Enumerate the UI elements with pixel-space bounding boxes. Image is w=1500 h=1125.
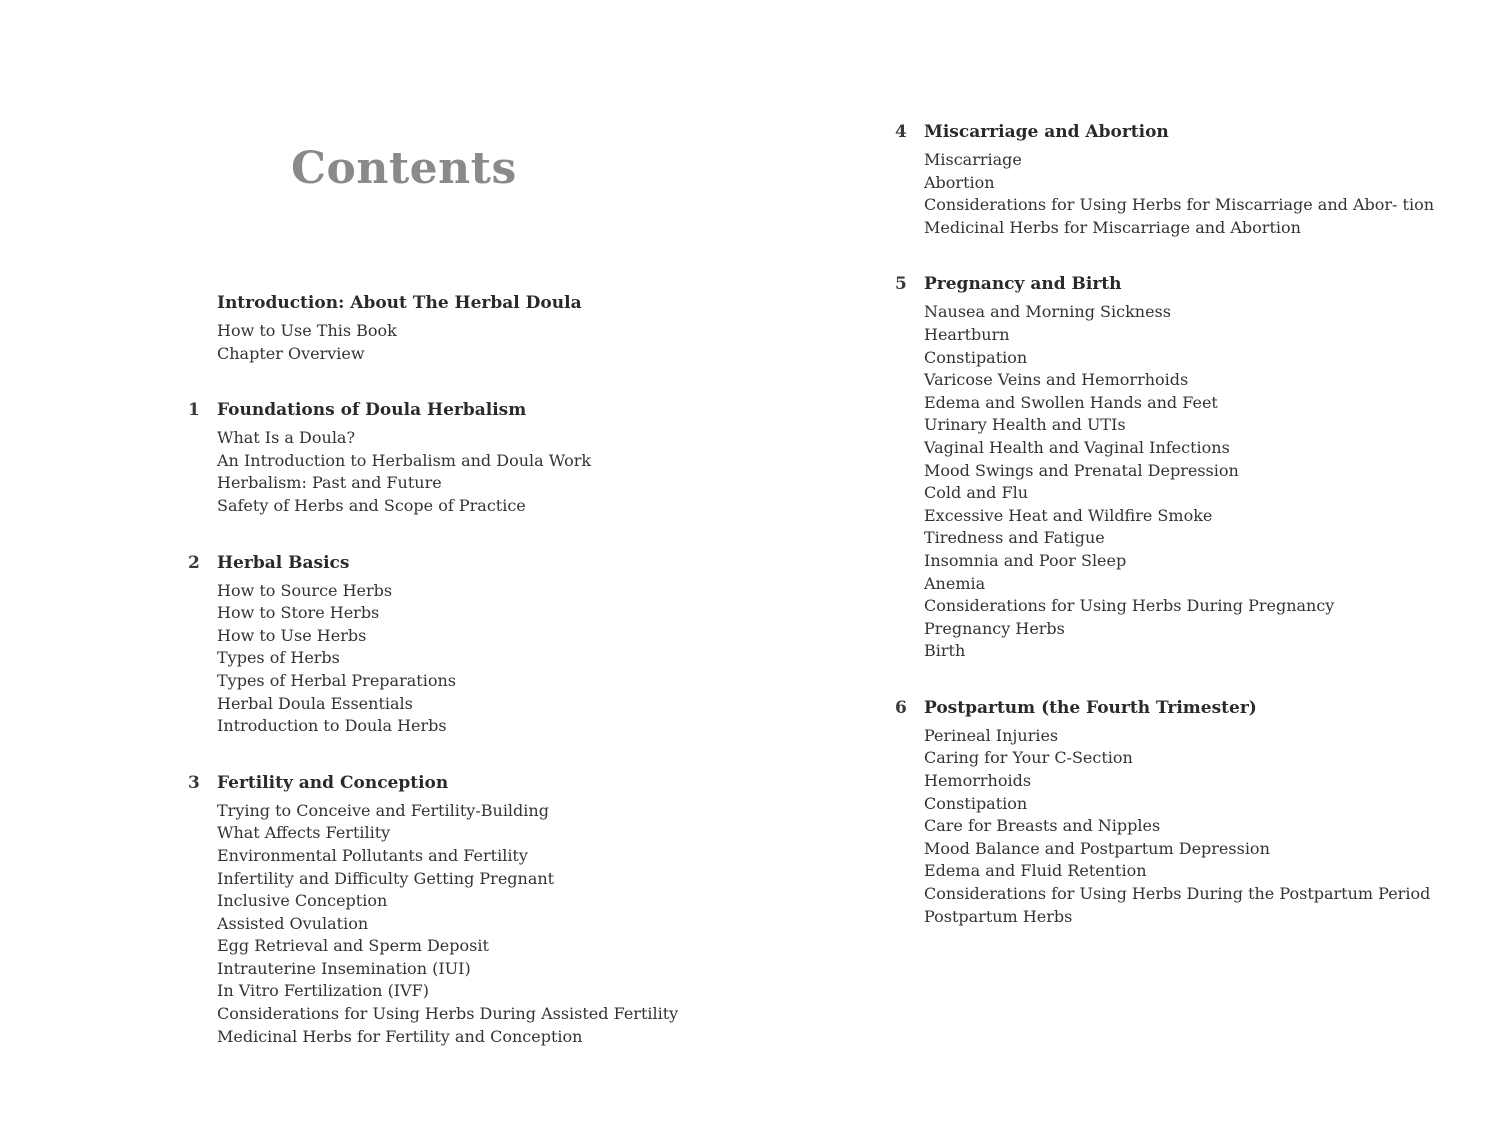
- chapter-section-list: [188, 427, 748, 517]
- toc-entry[interactable]: Caring for Your C-Section: [924, 748, 1133, 768]
- toc-entry[interactable]: How to Use This Book: [217, 321, 397, 340]
- toc-entry[interactable]: Heartburn: [924, 324, 1010, 344]
- toc-entry[interactable]: Types of Herbal Preparations: [217, 670, 456, 690]
- chapter-number: 4: [895, 122, 907, 142]
- chapter-heading[interactable]: [188, 394, 748, 427]
- chapter-number: 5: [895, 274, 907, 295]
- toc-entry[interactable]: Tiredness and Fatigue: [924, 528, 1105, 548]
- toc-entry[interactable]: Egg Retrieval and Sperm Deposit: [217, 936, 489, 956]
- chapter-title: Pregnancy and Birth: [924, 274, 1122, 295]
- toc-entry[interactable]: How to Source Herbs: [217, 580, 393, 600]
- chapter-section-list: [188, 320, 748, 365]
- chapter-section-list: [895, 149, 1455, 239]
- toc-entry[interactable]: Insomnia and Poor Sleep: [924, 550, 1127, 570]
- toc-entry[interactable]: Abortion: [924, 172, 995, 192]
- toc-chapter: [188, 394, 748, 517]
- toc-entry[interactable]: Cold and Flu: [924, 483, 1029, 503]
- toc-entry[interactable]: Safety of Herbs and Scope of Practice: [217, 495, 526, 515]
- chapter-number: 1: [188, 400, 200, 421]
- toc-chapter: [188, 287, 748, 365]
- toc-entry[interactable]: In Vitro Fertilization (IVF): [217, 981, 430, 1001]
- chapter-heading[interactable]: [188, 547, 748, 580]
- toc-entry[interactable]: Mood Balance and Postpartum Depression: [924, 838, 1270, 858]
- page-title: Contents: [291, 143, 517, 195]
- toc-entry[interactable]: Birth: [924, 641, 966, 661]
- toc-entry[interactable]: Mood Swings and Prenatal Depression: [924, 460, 1239, 480]
- toc-entry[interactable]: Miscarriage: [924, 150, 1022, 169]
- toc-chapter: [895, 268, 1455, 663]
- toc-entry[interactable]: Environmental Pollutants and Fertility: [217, 845, 528, 865]
- toc-entry[interactable]: Herbal Doula Essentials: [217, 693, 413, 713]
- toc-entry[interactable]: Introduction to Doula Herbs: [217, 716, 447, 736]
- toc-entry[interactable]: Postpartum Herbs: [924, 906, 1073, 926]
- toc-entry[interactable]: Constipation: [924, 347, 1028, 367]
- chapter-section-list: [895, 301, 1455, 663]
- toc-entry[interactable]: Considerations for Using Herbs for Miscarriage and Abor- tion: [924, 195, 1435, 215]
- toc-entry[interactable]: How to Use Herbs: [217, 625, 367, 645]
- chapter-heading[interactable]: [188, 287, 748, 320]
- toc-entry[interactable]: Considerations for Using Herbs During Pregnancy: [924, 596, 1335, 616]
- chapter-number: 2: [188, 552, 200, 573]
- toc-entry[interactable]: Trying to Conceive and Fertility-Building: [217, 800, 549, 820]
- chapter-section-list: [188, 580, 748, 738]
- toc-entry[interactable]: Care for Breasts and Nipples: [924, 816, 1161, 836]
- toc-entry[interactable]: Intrauterine Insemination (IUI): [217, 958, 471, 978]
- toc-entry[interactable]: Medicinal Herbs for Fertility and Conception: [217, 1026, 583, 1046]
- toc-entry[interactable]: Considerations for Using Herbs During the Postpartum Period: [924, 884, 1431, 904]
- chapter-title: Fertility and Conception: [217, 772, 449, 793]
- toc-entry[interactable]: Medicinal Herbs for Miscarriage and Abortion: [924, 217, 1301, 237]
- chapter-heading[interactable]: [895, 692, 1455, 725]
- toc-entry[interactable]: Nausea and Morning Sickness: [924, 302, 1171, 322]
- toc-entry[interactable]: Types of Herbs: [217, 648, 340, 668]
- chapter-heading[interactable]: [895, 268, 1455, 301]
- toc-chapter: [895, 692, 1455, 928]
- toc-chapter: [895, 116, 1455, 239]
- chapter-title: Miscarriage and Abortion: [924, 122, 1169, 142]
- toc-entry[interactable]: Assisted Ovulation: [217, 913, 369, 933]
- toc-chapter: [188, 767, 748, 1049]
- toc-entry[interactable]: What Affects Fertility: [217, 823, 391, 843]
- toc-entry[interactable]: Hemorrhoids: [924, 771, 1032, 791]
- toc-entry[interactable]: Anemia: [924, 573, 986, 593]
- chapter-heading[interactable]: [188, 767, 748, 800]
- toc-entry[interactable]: Inclusive Conception: [217, 891, 388, 911]
- toc-entry[interactable]: Urinary Health and UTIs: [924, 415, 1126, 435]
- toc-entry[interactable]: What Is a Doula?: [217, 428, 356, 448]
- toc-entry[interactable]: Excessive Heat and Wildfire Smoke: [924, 505, 1213, 525]
- toc-chapter: [188, 547, 748, 738]
- toc-entry[interactable]: Vaginal Health and Vaginal Infections: [924, 437, 1230, 457]
- chapter-title: Postpartum (the Fourth Trimester): [924, 697, 1257, 718]
- toc-entry[interactable]: Infertility and Difficulty Getting Pregnant: [217, 868, 555, 888]
- chapter-section-list: [895, 725, 1455, 928]
- toc-entry[interactable]: Varicose Veins and Hemorrhoids: [924, 370, 1189, 390]
- toc-entry[interactable]: Herbalism: Past and Future: [217, 473, 442, 493]
- toc-entry[interactable]: Edema and Fluid Retention: [924, 861, 1147, 881]
- toc-entry[interactable]: Pregnancy Herbs: [924, 618, 1065, 638]
- chapter-heading[interactable]: [895, 116, 1455, 149]
- toc-left-column: [188, 287, 748, 1048]
- chapter-title: Foundations of Doula Herbalism: [217, 400, 527, 421]
- chapter-title: Herbal Basics: [217, 552, 350, 573]
- chapter-section-list: [188, 800, 748, 1049]
- toc-entry[interactable]: Considerations for Using Herbs During Assisted Fertility: [217, 1004, 679, 1024]
- toc-entry[interactable]: Perineal Injuries: [924, 725, 1059, 745]
- toc-entry[interactable]: Constipation: [924, 793, 1028, 813]
- toc-right-column: [895, 116, 1455, 928]
- chapter-number: 3: [188, 772, 200, 793]
- toc-entry[interactable]: How to Store Herbs: [217, 603, 380, 623]
- toc-entry[interactable]: An Introduction to Herbalism and Doula Work: [217, 450, 592, 470]
- chapter-title: Introduction: About The Herbal Doula: [217, 293, 582, 313]
- toc-entry[interactable]: Chapter Overview: [217, 343, 365, 363]
- chapter-number: 6: [895, 697, 907, 718]
- toc-entry[interactable]: Edema and Swollen Hands and Feet: [924, 392, 1218, 412]
